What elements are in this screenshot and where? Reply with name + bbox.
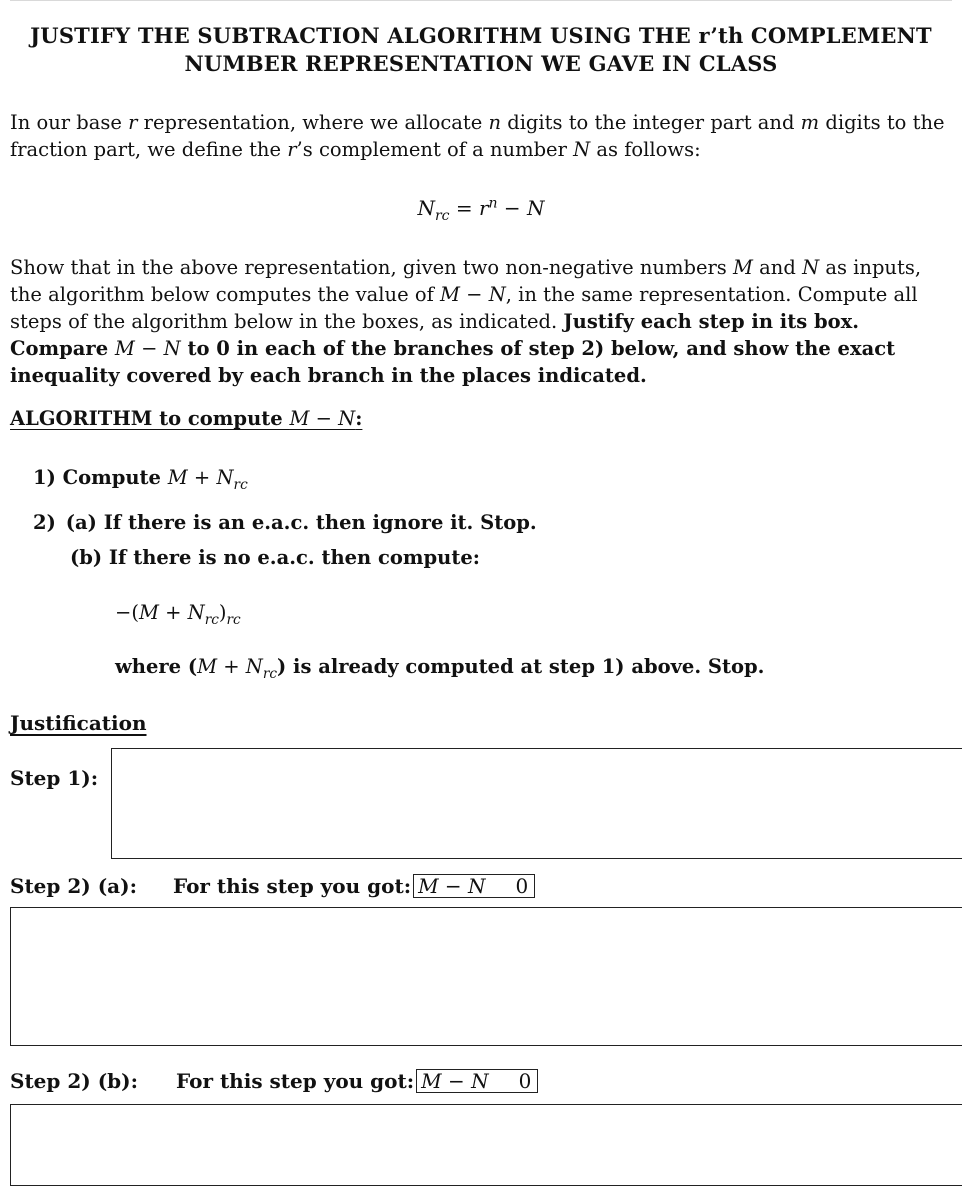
algorithm-step-2b-expression: $-(M + N_{rc})_{rc}$ xyxy=(115,601,241,628)
step-1-label: Step 1): xyxy=(10,766,99,790)
title-line-2: NUMBER REPRESENTATION WE GAVE IN CLASS xyxy=(184,51,778,76)
step-2a-answer-box[interactable] xyxy=(10,907,962,1046)
intro-paragraph: In our base r representation, where we allocate n digits to the integer part and m digits to the fraction part, we define the r’s complement of a number N as follows: xyxy=(10,111,945,161)
algorithm-step-2b: (b) If there is no e.a.c. then compute: xyxy=(70,546,480,569)
complement-formula: $N_{rc} = r^n - N$ xyxy=(417,195,545,224)
step-2a-label: Step 2) (a): For this step you got: M − N 0 xyxy=(10,874,535,898)
algorithm-step-1: 1) Compute $M + N_{rc}$ xyxy=(33,466,248,493)
step-1-answer-box[interactable] xyxy=(111,748,962,859)
algorithm-heading: ALGORITHM to compute M − N: xyxy=(10,407,363,430)
algorithm-step-2b-where: where $(M + N_{rc})$ is already computed at step 1) above. Stop. xyxy=(115,655,765,682)
page-title xyxy=(10,22,952,78)
step-2b-answer-box[interactable] xyxy=(10,1104,962,1186)
step-2b-inequality-box[interactable]: M − N 0 xyxy=(416,1069,538,1093)
task-paragraph: Show that in the above representation, given two non-negative numbers M and N as inputs, the algorithm below computes the value of M − N, in the same representation. Compute all steps of the algorithm below in the boxes, as indicated. Justify each step in its box. Compare M − N to 0 in each of the branches of step 2) below, and show the exact inequality covered by each branch in the places indicated. xyxy=(10,256,922,387)
algorithm-step-2a: 2) (a) If there is an e.a.c. then ignore it. Stop. xyxy=(33,511,537,534)
title-line-1: JUSTIFY THE SUBTRACTION ALGORITHM USING THE r’th COMPLEMENT xyxy=(30,23,932,48)
step-2a-inequality-box[interactable]: M − N 0 xyxy=(413,874,535,898)
step-2b-label: Step 2) (b): For this step you got: M − N 0 xyxy=(10,1069,538,1093)
justification-heading: Justification xyxy=(10,711,147,735)
top-rule xyxy=(10,0,952,1)
